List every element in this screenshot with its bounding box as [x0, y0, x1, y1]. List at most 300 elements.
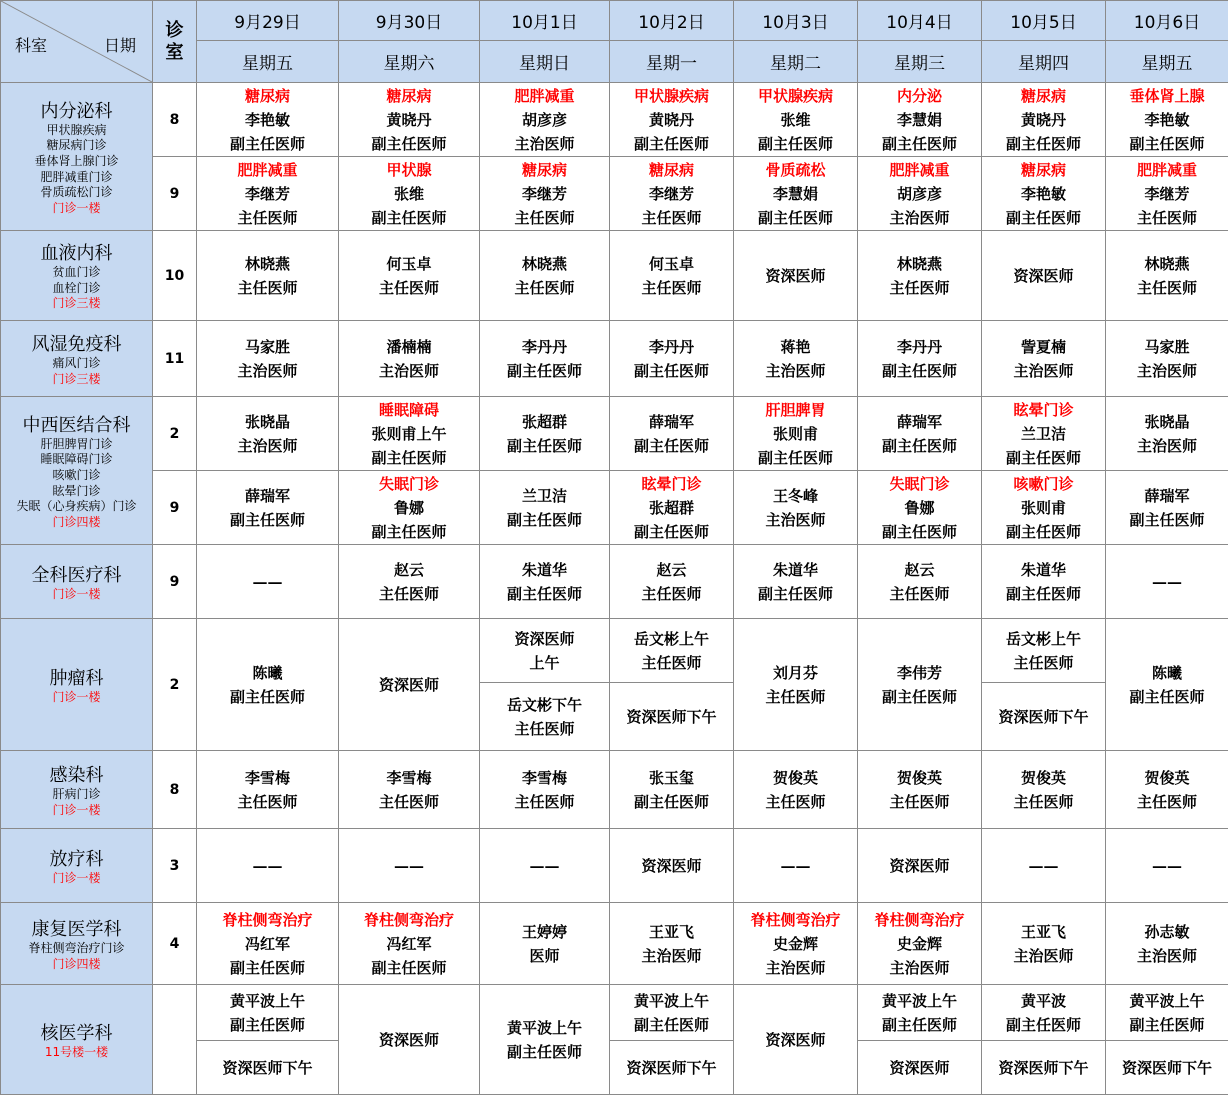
- doctor-name: 岳文彬下午: [480, 693, 609, 717]
- doctor-name: 黄平波上午: [480, 1016, 609, 1040]
- doctor-name: 张维: [339, 182, 479, 206]
- date-header: 10月6日: [1106, 1, 1228, 41]
- schedule-cell: [197, 157, 339, 231]
- department-name: 血液内科: [1, 239, 152, 265]
- doctor-title: 主治医师: [858, 956, 981, 980]
- doctor-name: 李继芳: [610, 182, 733, 206]
- room-number: 8: [153, 751, 197, 829]
- doctor-name: 黄平波上午: [1106, 989, 1228, 1013]
- schedule-cell: [339, 231, 480, 321]
- schedule-cell: [858, 545, 982, 619]
- clinic-label: 脊柱侧弯治疗门诊: [1, 941, 152, 957]
- specialty-label: 失眠门诊: [339, 472, 479, 496]
- schedule-cell: [982, 619, 1106, 683]
- schedule-cell: [610, 985, 734, 1041]
- department-name: 核医学科: [1, 1019, 152, 1045]
- doctor-title: 主治医师: [1106, 434, 1228, 458]
- doctor-title: 副主任医师: [1106, 1013, 1228, 1037]
- doctor-name: 史金辉: [858, 932, 981, 956]
- doctor-title: 主治医师: [982, 359, 1105, 383]
- schedule-cell: [982, 321, 1106, 397]
- doctor-title: 副主任医师: [734, 132, 857, 156]
- schedule-cell: [610, 1041, 734, 1095]
- weekday-header: 星期六: [339, 41, 480, 83]
- department-cell: [1, 751, 153, 829]
- schedule-cell: [734, 397, 858, 471]
- department-name: 全科医疗科: [1, 561, 152, 587]
- floor-label: 门诊四楼: [1, 957, 152, 973]
- clinic-label: 血栓门诊: [1, 281, 152, 297]
- doctor-name: 资深医师下午: [610, 1056, 733, 1080]
- doctor-title: 主治医师: [734, 359, 857, 383]
- doctor-title: 副主任医师: [610, 132, 733, 156]
- doctor-name: 赵云: [610, 558, 733, 582]
- doctor-title: 主治医师: [339, 359, 479, 383]
- floor-label: 门诊四楼: [1, 515, 152, 531]
- doctor-title: 主任医师: [610, 582, 733, 606]
- specialty-label: 甲状腺疾病: [734, 84, 857, 108]
- schedule-cell: [734, 231, 858, 321]
- department-name: 内分泌科: [1, 97, 152, 123]
- doctor-name: 薛瑞军: [610, 410, 733, 434]
- schedule-cell: [1106, 83, 1228, 157]
- schedule-cell: [982, 751, 1106, 829]
- doctor-name: 资深医师: [858, 854, 981, 878]
- schedule-cell: [610, 903, 734, 985]
- schedule-cell: [1106, 619, 1228, 751]
- doctor-title: 主任医师: [734, 685, 857, 709]
- schedule-cell: [982, 545, 1106, 619]
- doctor-name: 薛瑞军: [197, 484, 338, 508]
- room-number: 2: [153, 619, 197, 751]
- doctor-name: 朱道华: [734, 558, 857, 582]
- doctor-title: 主任医师: [339, 276, 479, 300]
- doctor-title: 副主任医师: [610, 359, 733, 383]
- doctor-title: 副主任医师: [858, 359, 981, 383]
- clinic-label: 贫血门诊: [1, 265, 152, 281]
- doctor-title: 主任医师: [480, 790, 609, 814]
- doctor-name: 李继芳: [480, 182, 609, 206]
- room-header: 诊 室: [153, 1, 197, 83]
- schedule-cell: [197, 321, 339, 397]
- doctor-title: 副主任医师: [734, 206, 857, 230]
- doctor-name: 张玉玺: [610, 766, 733, 790]
- doctor-name: 赵云: [858, 558, 981, 582]
- schedule-cell: [480, 83, 610, 157]
- doctor-title: 副主任医师: [610, 520, 733, 544]
- doctor-title: 副主任医师: [480, 434, 609, 458]
- doctor-name: 李慧娟: [858, 108, 981, 132]
- department-cell: [1, 83, 153, 231]
- doctor-title: 主治医师: [197, 359, 338, 383]
- specialty-label: 肥胖减重: [858, 158, 981, 182]
- doctor-name: 王婷婷: [480, 920, 609, 944]
- doctor-title: 主治医师: [858, 206, 981, 230]
- specialty-label: 糖尿病: [480, 158, 609, 182]
- doctor-name: 林晓燕: [197, 252, 338, 276]
- room-number: 8: [153, 83, 197, 157]
- doctor-name: 资深医师下午: [610, 705, 733, 729]
- doctor-title: 副主任医师: [480, 359, 609, 383]
- schedule-cell: [734, 985, 858, 1095]
- department-name: 风湿免疫科: [1, 330, 152, 356]
- schedule-cell: [480, 157, 610, 231]
- doctor-title: 医师: [480, 944, 609, 968]
- doctor-name: 刘月芬: [734, 661, 857, 685]
- schedule-cell: [339, 157, 480, 231]
- doctor-title: 主治医师: [734, 508, 857, 532]
- doctor-name: 张则甫上午: [339, 422, 479, 446]
- doctor-title: 副主任医师: [610, 434, 733, 458]
- schedule-cell: [197, 471, 339, 545]
- department-cell: [1, 397, 153, 545]
- doctor-title: 副主任医师: [982, 1013, 1105, 1037]
- doctor-title: 副主任医师: [480, 508, 609, 532]
- doctor-title: 主治医师: [480, 132, 609, 156]
- schedule-cell: [734, 751, 858, 829]
- schedule-cell: [1106, 157, 1228, 231]
- doctor-name: 王亚飞: [610, 920, 733, 944]
- clinic-label: 甲状腺疾病: [1, 123, 152, 139]
- clinic-label: 眩晕门诊: [1, 484, 152, 500]
- doctor-title: 副主任医师: [339, 132, 479, 156]
- schedule-cell: [610, 471, 734, 545]
- header-corner: [1, 1, 153, 83]
- schedule-cell: [480, 683, 610, 751]
- schedule-row: [1, 397, 1228, 471]
- clinic-label: 骨质疏松门诊: [1, 185, 152, 201]
- schedule-cell: [858, 903, 982, 985]
- doctor-name: 岳文彬上午: [982, 627, 1105, 651]
- doctor-title: 副主任医师: [1106, 132, 1228, 156]
- department-cell: [1, 321, 153, 397]
- specialty-label: 内分泌: [858, 84, 981, 108]
- doctor-name: ——: [982, 854, 1105, 878]
- specialty-label: 肥胖减重: [1106, 158, 1228, 182]
- doctor-name: 冯红军: [339, 932, 479, 956]
- floor-label: 门诊三楼: [1, 372, 152, 388]
- doctor-title: 主任医师: [1106, 206, 1228, 230]
- specialty-label: 脊柱侧弯治疗: [858, 908, 981, 932]
- doctor-title: 主任医师: [858, 276, 981, 300]
- room-number: 4: [153, 903, 197, 985]
- schedule-row: [1, 471, 1228, 545]
- specialty-label: 眩晕门诊: [610, 472, 733, 496]
- doctor-name: 黄晓丹: [339, 108, 479, 132]
- specialty-label: 糖尿病: [610, 158, 733, 182]
- schedule-cell: [339, 903, 480, 985]
- doctor-title: 副主任医师: [858, 520, 981, 544]
- doctor-name: 薛瑞军: [1106, 484, 1228, 508]
- schedule-cell: [197, 397, 339, 471]
- doctor-name: 兰卫洁: [480, 484, 609, 508]
- floor-label: 门诊一楼: [1, 871, 152, 887]
- clinic-label: 肥胖减重门诊: [1, 170, 152, 186]
- schedule-cell: [858, 471, 982, 545]
- doctor-name: 朱道华: [480, 558, 609, 582]
- doctor-name: 林晓燕: [1106, 252, 1228, 276]
- room-number: 9: [153, 545, 197, 619]
- schedule-cell: [197, 829, 339, 903]
- schedule-cell: [1106, 1041, 1228, 1095]
- doctor-title: 副主任医师: [982, 582, 1105, 606]
- schedule-cell: [858, 321, 982, 397]
- doctor-name: 胡彦彦: [480, 108, 609, 132]
- doctor-title: 上午: [480, 651, 609, 675]
- doctor-title: 副主任医师: [610, 790, 733, 814]
- doctor-name: 资深医师: [734, 1028, 857, 1052]
- schedule-cell: [480, 903, 610, 985]
- schedule-row: [1, 829, 1228, 903]
- date-header: 10月1日: [480, 1, 610, 41]
- specialty-label: 甲状腺: [339, 158, 479, 182]
- doctor-name: ——: [480, 854, 609, 878]
- schedule-cell: [982, 903, 1106, 985]
- doctor-title: 主任医师: [1106, 790, 1228, 814]
- date-header: 10月5日: [982, 1, 1106, 41]
- doctor-name: 潘楠楠: [339, 335, 479, 359]
- doctor-name: 蒋艳: [734, 335, 857, 359]
- room-number: 10: [153, 231, 197, 321]
- department-cell: [1, 903, 153, 985]
- weekday-header: 星期日: [480, 41, 610, 83]
- doctor-title: 副主任医师: [339, 446, 479, 470]
- department-cell: [1, 619, 153, 751]
- specialty-label: 糖尿病: [982, 84, 1105, 108]
- doctor-title: 副主任医师: [339, 520, 479, 544]
- schedule-cell: [610, 231, 734, 321]
- doctor-title: 主任医师: [480, 717, 609, 741]
- doctor-name: 资深医师: [339, 673, 479, 697]
- doctor-name: 贺俊英: [1106, 766, 1228, 790]
- doctor-title: 副主任医师: [1106, 508, 1228, 532]
- department-cell: [1, 231, 153, 321]
- weekday-header: 星期五: [1106, 41, 1228, 83]
- doctor-name: 胡彦彦: [858, 182, 981, 206]
- doctor-title: 副主任医师: [1106, 685, 1228, 709]
- room-number: [153, 985, 197, 1095]
- specialty-label: 骨质疏松: [734, 158, 857, 182]
- room-number: 2: [153, 397, 197, 471]
- date-header: 10月2日: [610, 1, 734, 41]
- doctor-title: 副主任医师: [480, 582, 609, 606]
- doctor-title: 副主任医师: [197, 132, 338, 156]
- schedule-cell: [339, 829, 480, 903]
- doctor-name: 赵云: [339, 558, 479, 582]
- doctor-name: 李丹丹: [610, 335, 733, 359]
- doctor-title: 副主任医师: [982, 206, 1105, 230]
- specialty-label: 肥胖减重: [197, 158, 338, 182]
- doctor-title: 主治医师: [1106, 359, 1228, 383]
- doctor-title: 副主任医师: [197, 685, 338, 709]
- schedule-cell: [858, 619, 982, 751]
- doctor-name: 资深医师下午: [1106, 1056, 1228, 1080]
- schedule-cell: [1106, 829, 1228, 903]
- schedule-cell: [480, 321, 610, 397]
- schedule-cell: [734, 829, 858, 903]
- clinic-label: 失眠（心身疾病）门诊: [1, 499, 152, 515]
- schedule-cell: [197, 231, 339, 321]
- doctor-title: 副主任医师: [982, 132, 1105, 156]
- doctor-title: 主任医师: [480, 276, 609, 300]
- doctor-name: 李雪梅: [480, 766, 609, 790]
- doctor-title: 副主任医师: [858, 434, 981, 458]
- schedule-cell: [480, 231, 610, 321]
- schedule-cell: [858, 985, 982, 1041]
- doctor-name: 黄平波上午: [610, 989, 733, 1013]
- doctor-title: 副主任医师: [982, 446, 1105, 470]
- clinic-label: 咳嗽门诊: [1, 468, 152, 484]
- doctor-name: 黄平波上午: [197, 989, 338, 1013]
- schedule-cell: [610, 83, 734, 157]
- schedule-cell: [734, 619, 858, 751]
- doctor-name: 张晓晶: [197, 410, 338, 434]
- doctor-title: 副主任医师: [197, 1013, 338, 1037]
- date-header: 9月29日: [197, 1, 339, 41]
- doctor-title: 主任医师: [982, 651, 1105, 675]
- schedule-cell: [858, 829, 982, 903]
- department-name: 康复医学科: [1, 915, 152, 941]
- schedule-cell: [480, 471, 610, 545]
- schedule-cell: [339, 985, 480, 1095]
- schedule-cell: [982, 829, 1106, 903]
- doctor-name: ——: [1106, 854, 1228, 878]
- doctor-title: 主任医师: [610, 651, 733, 675]
- doctor-title: 主任医师: [197, 276, 338, 300]
- doctor-name: 黄晓丹: [610, 108, 733, 132]
- specialty-label: 甲状腺疾病: [610, 84, 733, 108]
- schedule-cell: [610, 157, 734, 231]
- doctor-title: 主任医师: [1106, 276, 1228, 300]
- doctor-name: 张维: [734, 108, 857, 132]
- schedule-cell: [734, 471, 858, 545]
- doctor-name: ——: [197, 854, 338, 878]
- department-name: 肿瘤科: [1, 664, 152, 690]
- department-name: 放疗科: [1, 845, 152, 871]
- schedule-cell: [734, 83, 858, 157]
- doctor-name: 李丹丹: [480, 335, 609, 359]
- department-cell: [1, 985, 153, 1095]
- doctor-name: 林晓燕: [480, 252, 609, 276]
- doctor-name: 岳文彬上午: [610, 627, 733, 651]
- doctor-name: 马家胜: [1106, 335, 1228, 359]
- doctor-name: 资深医师下午: [982, 1056, 1105, 1080]
- schedule-cell: [858, 83, 982, 157]
- schedule-cell: [480, 619, 610, 683]
- specialty-label: 垂体肾上腺: [1106, 84, 1228, 108]
- schedule-cell: [480, 545, 610, 619]
- schedule-cell: [982, 83, 1106, 157]
- doctor-title: 副主任医师: [197, 508, 338, 532]
- schedule-cell: [982, 1041, 1106, 1095]
- doctor-name: 林晓燕: [858, 252, 981, 276]
- doctor-name: 李艳敏: [1106, 108, 1228, 132]
- doctor-name: 资深医师下午: [197, 1056, 338, 1080]
- schedule-cell: [197, 903, 339, 985]
- specialty-label: 脊柱侧弯治疗: [734, 908, 857, 932]
- specialty-label: 糖尿病: [339, 84, 479, 108]
- doctor-name: ——: [197, 570, 338, 594]
- specialty-label: 失眠门诊: [858, 472, 981, 496]
- doctor-title: 主任医师: [982, 790, 1105, 814]
- doctor-title: 副主任医师: [734, 446, 857, 470]
- schedule-row: [1, 83, 1228, 157]
- doctor-title: 主任医师: [197, 206, 338, 230]
- doctor-name: 李雪梅: [197, 766, 338, 790]
- weekday-header: 星期三: [858, 41, 982, 83]
- doctor-name: 资深医师: [610, 854, 733, 878]
- doctor-name: 资深医师: [480, 627, 609, 651]
- doctor-name: 訾夏楠: [982, 335, 1105, 359]
- schedule-cell: [480, 751, 610, 829]
- doctor-name: 鲁娜: [339, 496, 479, 520]
- doctor-title: 主治医师: [734, 956, 857, 980]
- schedule-cell: [610, 829, 734, 903]
- specialty-label: 糖尿病: [197, 84, 338, 108]
- doctor-title: 副主任医师: [610, 1013, 733, 1037]
- doctor-title: 主任医师: [480, 206, 609, 230]
- schedule-row: [1, 157, 1228, 231]
- corner-date-label: 日期: [104, 33, 136, 56]
- schedule-cell: [339, 471, 480, 545]
- doctor-name: 李艳敏: [197, 108, 338, 132]
- doctor-title: 副主任医师: [858, 1013, 981, 1037]
- specialty-label: 脊柱侧弯治疗: [197, 908, 338, 932]
- department-cell: [1, 829, 153, 903]
- doctor-name: 黄平波上午: [858, 989, 981, 1013]
- doctor-name: ——: [339, 854, 479, 878]
- schedule-cell: [1106, 545, 1228, 619]
- weekday-header: 星期四: [982, 41, 1106, 83]
- floor-label: 门诊一楼: [1, 690, 152, 706]
- doctor-title: 主治医师: [610, 944, 733, 968]
- doctor-title: 主任医师: [734, 790, 857, 814]
- doctor-title: 副主任医师: [339, 206, 479, 230]
- clinic-label: 糖尿病门诊: [1, 138, 152, 154]
- schedule-cell: [734, 545, 858, 619]
- clinic-label: 睡眠障碍门诊: [1, 452, 152, 468]
- doctor-name: 贺俊英: [734, 766, 857, 790]
- doctor-name: 张超群: [480, 410, 609, 434]
- schedule-cell: [610, 619, 734, 683]
- schedule-cell: [197, 985, 339, 1041]
- department-name: 感染科: [1, 761, 152, 787]
- doctor-name: 黄晓丹: [982, 108, 1105, 132]
- specialty-label: 糖尿病: [982, 158, 1105, 182]
- doctor-name: 李雪梅: [339, 766, 479, 790]
- schedule-cell: [480, 985, 610, 1095]
- doctor-name: 张则甫: [734, 422, 857, 446]
- doctor-name: 李丹丹: [858, 335, 981, 359]
- doctor-name: 张则甫: [982, 496, 1105, 520]
- date-header: 9月30日: [339, 1, 480, 41]
- schedule-cell: [610, 397, 734, 471]
- doctor-title: 主任医师: [610, 276, 733, 300]
- schedule-cell: [858, 231, 982, 321]
- doctor-title: 副主任医师: [858, 685, 981, 709]
- doctor-name: 兰卫洁: [982, 422, 1105, 446]
- doctor-name: 马家胜: [197, 335, 338, 359]
- doctor-name: 张超群: [610, 496, 733, 520]
- doctor-title: 主任医师: [339, 582, 479, 606]
- floor-label: 门诊一楼: [1, 201, 152, 217]
- doctor-title: 副主任医师: [982, 520, 1105, 544]
- corner-dept-label: 科室: [15, 33, 47, 56]
- department-cell: [1, 545, 153, 619]
- weekday-header: 星期五: [197, 41, 339, 83]
- doctor-name: 王亚飞: [982, 920, 1105, 944]
- schedule-cell: [982, 683, 1106, 751]
